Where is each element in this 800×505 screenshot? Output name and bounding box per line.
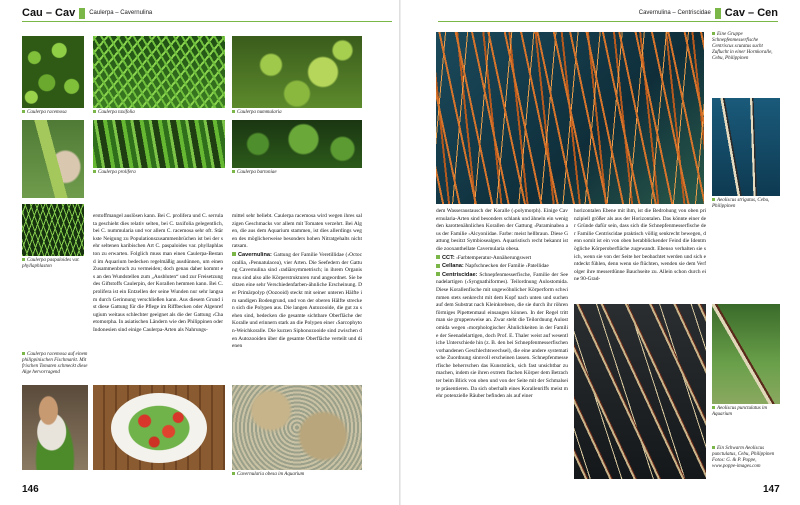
caption-shrimpfish-hornkoralle: Eine Gruppe Schnepfenmesserfische Centriscus scutatus sucht Zuflucht in einer Hornkoralle, Cebu, Philippinen xyxy=(712,32,773,61)
photo-caulerpa-taxifolia xyxy=(93,36,225,108)
header-left xyxy=(22,6,152,20)
definition-cct: ›Farbtemperatur-Annäherungswert xyxy=(456,254,532,261)
header-right-subrange: Cavernulina – Centriscidae xyxy=(638,10,711,16)
left-text-column-2 xyxy=(232,213,362,383)
definition-centriscidae: Schnepfenmesserfische, Familie der Seenadelartigen (›Syngnathiformes). Teilordnung Aulostomida. Diese Korallenfische mit ungewöhnlicher Körperform schwimmen stets senkrecht mit dem Kopf nach unten und suchen auf dem Substrat nach Kleinkrebsen, die sie durch ihr röhrenförmiges Pipettenmaul einsaugen können. In der Regel tritt man sie gruppenweise an. Zwar steht die Teilordnung Aulostomida wegen ›morphologischer Ähnlichkeiten in der Familie der Seenadelartigen, doch Prof. E. Thaler weist auf wesentliche Unterschiede hin (z. B. den bei Schnepfenmesserfischen vorhandenen Geschlechtswechsel), die eine andere systematische Zuordnung sinnvoll erscheinen lassen. Schnepfenmesserfische beherrschen das Kunststück, sich fast unsichtbar zu machen, indem sie ihren extrem flachen Körper dem Betrachter beim Blick von oben und von der Seite mit der Schmalseite präsentieren. Da sich oberhalb eines Korallenriffs meist mehr potenzielle Räuber befinden als auf einer xyxy=(436,271,568,400)
caption-aeoliscus-swarm: Ein Schwarm Aeoliscus punctulatus, Cebu, Philippinen Fotos: G. & P. Poppe, www.poppe-images.com xyxy=(712,446,775,469)
caption-caulerpa-nummularia: Caulerpa nummularia xyxy=(232,110,362,116)
photo-aeoliscus-aquarium xyxy=(712,304,780,404)
term-cellana: Cellana: xyxy=(442,263,464,270)
right-entry-centriscidae xyxy=(436,272,568,401)
photo-aeoliscus-strigatus xyxy=(712,98,780,196)
header-right xyxy=(639,6,778,20)
photo-cavernularia-obesa xyxy=(232,385,362,470)
header-right-range: Cav – Cen xyxy=(724,7,778,19)
page-number-right: 147 xyxy=(763,484,780,495)
header-left-accent xyxy=(79,8,85,19)
book-gutter xyxy=(399,0,401,505)
header-left-range: Cau – Cav xyxy=(22,7,76,19)
right-text-column-1 xyxy=(436,208,568,493)
header-left-subrange: Caulerpa – Cavernulina xyxy=(89,10,153,16)
caption-aeoliscus-aquarium: Aeoliscus punctulatus im Aquarium xyxy=(712,406,767,417)
right-entry-cct xyxy=(436,255,568,263)
right-text-column-2 xyxy=(574,208,706,300)
photo-caulerpa-prolifera xyxy=(93,120,225,168)
plate xyxy=(111,393,207,463)
term-cavernulina: Cavernulina: xyxy=(238,251,272,258)
term-cct: CCT: xyxy=(442,254,455,261)
caption-caulerpa-bartoniae: Caulerpa bartoniae xyxy=(232,170,362,176)
page-number-left: 146 xyxy=(22,484,39,495)
caption-cavernularia-obesa: Cavernularia obesa im Aquarium xyxy=(232,472,362,478)
left-paragraph-2: mittel sehr beliebt. Caulerpa racemosa wird wegen ihres salzigen Geschmacks vor allem mit Tomaten verzehrt. Bei Algen, die aus dem Aquarium stammen, ist dies allerdings wegen des möglicherweise besonders hohen Nitratgehalts nicht ratsam. xyxy=(232,213,362,250)
photo-caulerpa-paspaloides xyxy=(22,204,84,256)
photo-caulerpa-dish xyxy=(93,385,225,470)
caption-caulerpa-paspaloides: Caulerpa paspaloides var. phyllaphlaston xyxy=(22,258,80,269)
photo-caulerpa-racemosa xyxy=(22,36,84,108)
header-right-rule xyxy=(438,21,778,22)
photo-fish-market-vendor xyxy=(22,385,88,470)
photo-caulerpa-nummularia xyxy=(232,36,362,108)
photo-shrimpfish-hornkoralle xyxy=(436,32,704,204)
caption-caulerpa-taxifolia: Caulerpa taxifolia xyxy=(93,110,223,116)
left-paragraph-1: erstoffmangel auslösen kann. Bei C. prolifera und C. serrulata geschieht dies relativ selten, bei C. taxifolia gelegentlich, bei C. nummularia und vor allem C. racemosa sehr oft. Stärkste Neigung zu Populationszusammenbrüchen ist bei der sehr seltenen karibischen Art C. paspaloides var. phyllaphlaston zu erwarten. Folglich muss man einen Caulerpa-Bestand im Aquarium bedecken regelmäßig ausdünnen, um einen Zusammenbruch zu vermeiden; doch genau daher kommt es an den Wundstellen zum „Ausbluten“ und zur Freisetzung des Giftstoffs Caulerpin, der Korallen hemmen kann. Bei C. prolifera ist ein Entzellen der seine Wunden nur sehr langsam durch Gerinnung verschließen kann. Aus diesem Grund ist diese Gattung für die Pflege im Riffbecken oder Algenrefugium weitaus schlechter geeignet als die der Gattung ›Chaetomorpha. In asiatischen Ländern wie den Philippinen oder Indonesien sind einige Caulerpa-Arten als Nahrungs- xyxy=(93,213,223,333)
caption-caulerpa-prolifera: Caulerpa prolifera xyxy=(93,170,223,176)
definition-cellana: Napfschnecken der Familie ›Patellidae xyxy=(465,263,549,270)
photo-caulerpa-bartoniae xyxy=(232,120,362,168)
photo-aeoliscus-swarm xyxy=(574,304,706,479)
right-entry-cellana xyxy=(436,263,568,271)
caption-caulerpa-racemosa: Caulerpa racemosa xyxy=(22,110,86,116)
term-centriscidae: Centriscidae: xyxy=(442,271,478,278)
right-paragraph-1: dem Wasseraustausch der Koralle (›polymorph). Einige Cavernularia-Arten sind besonders schlank und ähneln ein wenig den karottenähnlichen Korallen der Gattung ›Paraminabea aus der Familie ›Alcyoniidae. Farbe: meist hellbraun. Diese Gattung besitzt Symbiosealgen. Aquaristisch recht bekannt ist die zooxanthellate Cavernularia obesa. xyxy=(436,208,568,252)
header-right-accent xyxy=(715,8,721,19)
photo-hand-with-alga xyxy=(22,120,84,198)
header-left-rule xyxy=(22,21,392,22)
right-paragraph-2: horizontalen Ebene mit ihm, ist die Bedrohung von oben prinzipiell größer als aus der Horizontalen. Das könnte einer der Gründe dafür sein, dass sich die Schnepfenmesserfische der Familie Centriscidae praktisch völlig senkrecht bewegen, denn somit ist ein von oben herabblickender Feind die Identmögliche Körperoberfläche zugewandt. Ebenso verhalten sie sich, wenn sie von der Seite her beobachtet werden und sich entdeckt fühlen, denn wenn sie flüchten, wenden sie dem Verfolger ihre messerdünne Bauchseite zu. Allein schon durch eine 90-Grad- xyxy=(574,208,706,283)
caption-aeoliscus-strigatus: Aeoliscus strigatus, Cebu, Philippinen xyxy=(712,198,770,209)
left-entry-cavernulina xyxy=(232,252,362,351)
left-text-column-1 xyxy=(93,213,223,383)
caption-fish-market: Caulerpa racemosa auf einem philippinischen Fischmarkt. Mit frischen Tomaten schmeckt diese Alge hervorragend xyxy=(22,352,88,375)
definition-cavernulina: Gattung der Familie Veretillidae (›Octocorallia, ›Pennatulacea), vier Arten. Die Seefedern der Gattung Cavernulina sind ›radiärsymmetrisch; in ihrem Organismus sind also alle Körperstrukturen rund angeordnet. Sie besitzen eine sehr Verschiedenfarben-ähnliche Erscheinung. Der Primärpolyp (Oozooid) steckt mit seiner unteren Hälfte im sandigen Bodengrund, und von der oberen Hälfte strecken sich die Polypen aus. Die langen Autozooide, die gut zu sehen sind, bedecken die gesamte sichtbare Oberfläche der Koralle und erinnern stark an die Polypen einer ›Sarcophyton-Weichkoralle. Die kurzen Siphonozooide sind zwischen den Autozooiden über die gesamte Oberfläche verteilt und dienen xyxy=(232,251,362,350)
